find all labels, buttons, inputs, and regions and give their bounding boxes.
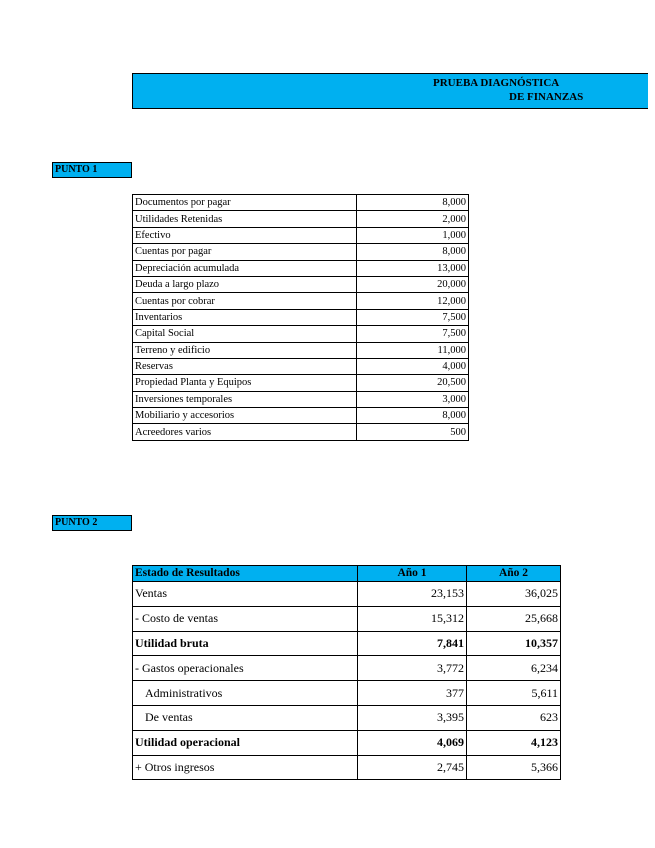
table-row [133,755,561,780]
header-year-2: Año 2 [467,566,561,582]
table-row [133,309,469,325]
table-header-row [133,566,561,582]
table-row [133,631,561,656]
table-row [133,391,469,407]
table-row [133,582,561,607]
account-label: Deuda a largo plazo [133,276,357,292]
year-1-value: 4,069 [358,730,467,755]
table-row [133,244,469,260]
account-value: 7,500 [357,309,469,325]
account-value: 8,000 [357,195,469,211]
year-1-value: 3,395 [358,705,467,730]
table-row [133,326,469,342]
account-value: 20,500 [357,375,469,391]
account-label: Terreno y edificio [133,342,357,358]
account-value: 7,500 [357,326,469,342]
account-value: 500 [357,424,469,440]
account-label: Reservas [133,358,357,374]
account-label: Documentos por pagar [133,195,357,211]
account-label: Efectivo [133,227,357,243]
year-1-value: 23,153 [358,582,467,607]
account-label: Acreedores varios [133,424,357,440]
table-row [133,681,561,706]
account-label: Depreciación acumulada [133,260,357,276]
table-row [133,260,469,276]
year-1-value: 2,745 [358,755,467,780]
account-value: 11,000 [357,342,469,358]
table-row [133,705,561,730]
year-1-value: 15,312 [358,606,467,631]
line-item-label: - Costo de ventas [133,606,358,631]
table-row [133,375,469,391]
year-2-value: 5,611 [467,681,561,706]
table-row [133,293,469,309]
account-label: Capital Social [133,326,357,342]
line-item-label: Utilidad operacional [133,730,358,755]
table-row [133,408,469,424]
table-row [133,195,469,211]
year-2-value: 5,366 [467,755,561,780]
line-item-label: Ventas [133,582,358,607]
table-row [133,606,561,631]
table-row [133,358,469,374]
header-statement: Estado de Resultados [133,566,358,582]
table-row [133,227,469,243]
account-value: 8,000 [357,244,469,260]
year-2-value: 10,357 [467,631,561,656]
line-item-label: De ventas [133,705,358,730]
account-value: 3,000 [357,391,469,407]
account-label: Mobiliario y accesorios [133,408,357,424]
account-value: 1,000 [357,227,469,243]
line-item-label: - Gastos operacionales [133,656,358,681]
line-item-label: Administrativos [133,681,358,706]
title-clip [133,74,584,108]
account-value: 12,000 [357,293,469,309]
year-2-value: 6,234 [467,656,561,681]
year-2-value: 623 [467,705,561,730]
account-value: 2,000 [357,211,469,227]
year-1-value: 3,772 [358,656,467,681]
account-label: Inventarios [133,309,357,325]
table-row [133,730,561,755]
year-1-value: 377 [358,681,467,706]
account-value: 20,000 [357,276,469,292]
table-row [133,342,469,358]
account-value: 13,000 [357,260,469,276]
header-year-1: Año 1 [358,566,467,582]
table-row [133,276,469,292]
income-statement-table [132,565,561,780]
account-label: Cuentas por pagar [133,244,357,260]
year-2-value: 36,025 [467,582,561,607]
year-1-value: 7,841 [358,631,467,656]
account-label: Utilidades Retenidas [133,211,357,227]
title-line-2: DE FINANZAS [509,91,584,103]
line-item-label: Utilidad bruta [133,631,358,656]
title-banner [132,73,648,109]
punto-1-label: PUNTO 1 [52,162,132,178]
table-row [133,424,469,440]
table-row [133,211,469,227]
year-2-value: 4,123 [467,730,561,755]
account-label: Propiedad Planta y Equipos [133,375,357,391]
account-value: 8,000 [357,408,469,424]
year-2-value: 25,668 [467,606,561,631]
table-row [133,656,561,681]
account-value: 4,000 [357,358,469,374]
account-label: Inversiones temporales [133,391,357,407]
account-label: Cuentas por cobrar [133,293,357,309]
title-line-1: PRUEBA DIAGNÓSTICA [433,77,560,89]
punto-2-label: PUNTO 2 [52,515,132,531]
line-item-label: + Otros ingresos [133,755,358,780]
punto-1-table [132,194,469,441]
